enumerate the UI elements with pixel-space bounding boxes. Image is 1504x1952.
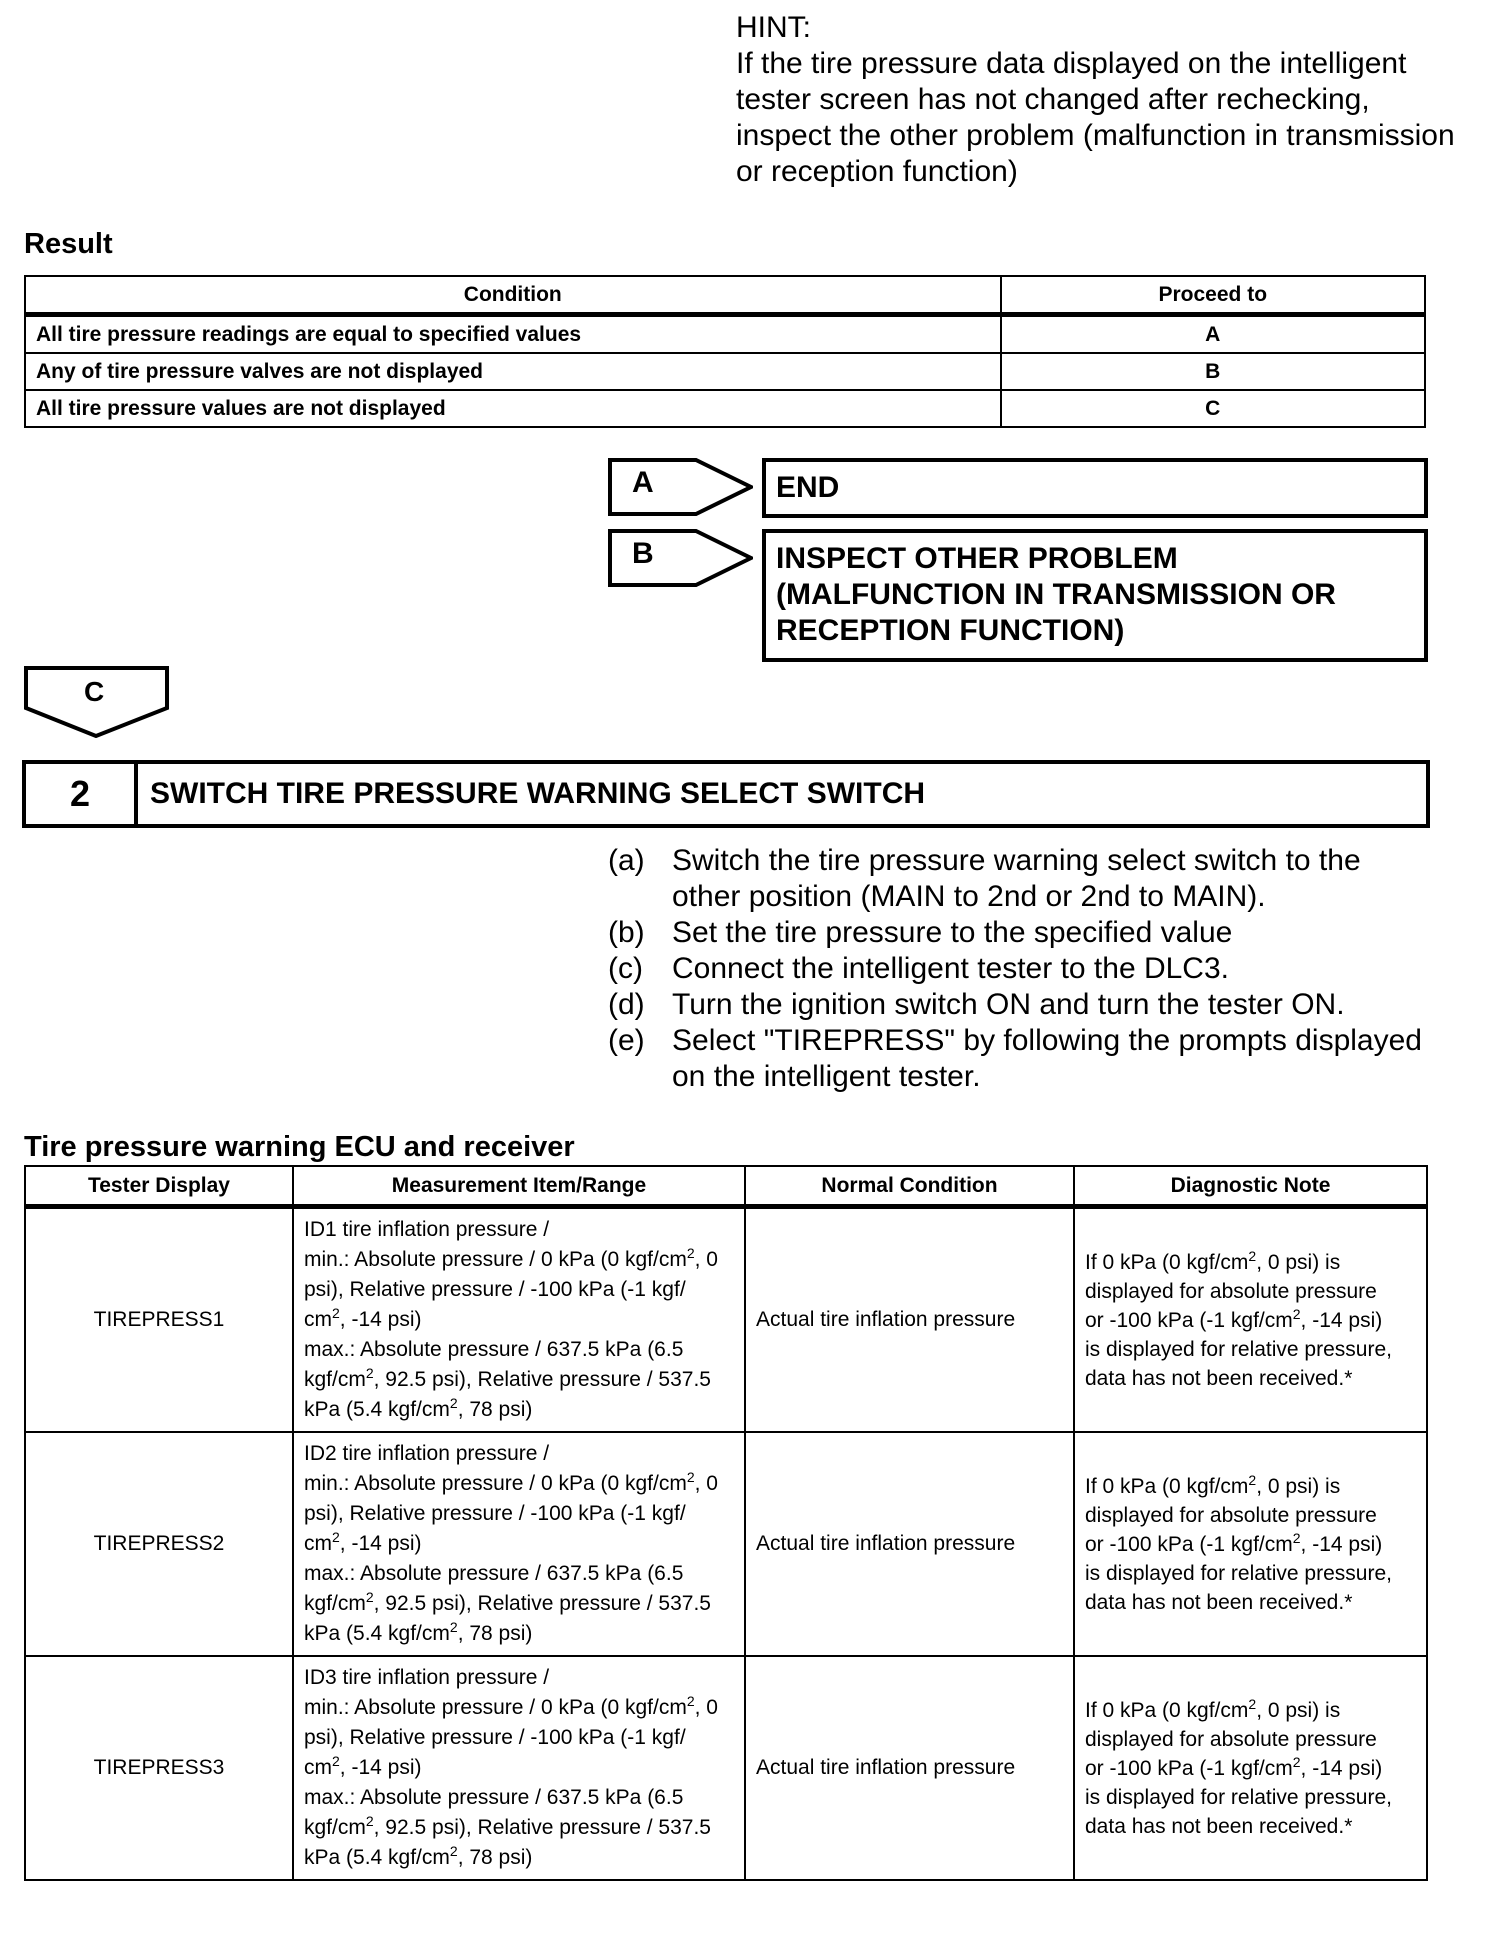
measurement-text: , 92.5 psi), Relative pressure / 537.5 — [373, 1368, 711, 1391]
note-line: is displayed for relative pressure, — [1085, 1337, 1392, 1361]
note-text: , -14 psi) — [1300, 1756, 1383, 1780]
measurement-line — [304, 1753, 734, 1783]
step-letter: (d) — [608, 988, 645, 1021]
result-title: Result — [24, 228, 113, 260]
branch-a-destination: END — [762, 458, 1428, 518]
note-line: displayed for absolute pressure — [1085, 1727, 1377, 1751]
measurement-line: psi), Relative pressure / -100 kPa (-1 kgf/ — [304, 1502, 686, 1525]
step-letter: (b) — [608, 916, 645, 949]
tester-display-cell: TIREPRESS1 — [25, 1207, 293, 1433]
measurement-cell — [293, 1432, 745, 1656]
result-condition: All tire pressure readings are equal to specified values — [25, 315, 1001, 354]
measurement-text: kgf/cm — [304, 1816, 366, 1839]
superscript: 2 — [449, 1395, 458, 1411]
note-line: data has not been received.* — [1085, 1590, 1353, 1614]
superscript: 2 — [449, 1619, 458, 1635]
right-arrow-icon — [608, 458, 753, 516]
note-line: data has not been received.* — [1085, 1814, 1353, 1838]
table-row — [25, 1207, 1427, 1433]
step-title: SWITCH TIRE PRESSURE WARNING SELECT SWITCH — [150, 777, 926, 810]
measurement-line: max.: Absolute pressure / 637.5 kPa (6.5 — [304, 1786, 684, 1809]
note-line: displayed for absolute pressure — [1085, 1279, 1377, 1303]
note-line — [1085, 1696, 1416, 1725]
step-letter: (a) — [608, 844, 645, 877]
step-text: Connect the intelligent tester to the DLC3. — [672, 952, 1229, 985]
note-line — [1085, 1754, 1416, 1783]
note-text: or -100 kPa (-1 kgf/cm — [1085, 1308, 1293, 1332]
result-proceed: C — [1001, 390, 1425, 427]
superscript: 2 — [1248, 1471, 1257, 1488]
superscript: 2 — [1292, 1305, 1301, 1322]
measurement-text: kPa (5.4 kgf/cm — [304, 1622, 450, 1645]
table-row — [25, 353, 1425, 390]
step-text: Set the tire pressure to the specified value — [672, 916, 1233, 949]
measurement-text: , 0 — [694, 1472, 718, 1495]
measurement-line: ID2 tire inflation pressure / — [304, 1442, 550, 1465]
step-letter: (e) — [608, 1024, 645, 1057]
superscript: 2 — [1292, 1753, 1301, 1770]
superscript: 2 — [332, 1529, 340, 1545]
ecu-header-normal: Normal Condition — [745, 1166, 1074, 1207]
branch-b-tag: B — [632, 537, 654, 570]
tester-display-cell: TIREPRESS3 — [25, 1656, 293, 1880]
note-line: is displayed for relative pressure, — [1085, 1561, 1392, 1585]
superscript: 2 — [686, 1469, 695, 1485]
list-item — [608, 843, 1428, 915]
note-line — [1085, 1248, 1416, 1277]
note-line — [1085, 1530, 1416, 1559]
measurement-text: min.: Absolute pressure / 0 kPa (0 kgf/cm — [304, 1472, 687, 1495]
measurement-text: cm — [304, 1756, 332, 1779]
measurement-line — [304, 1245, 734, 1275]
result-header-proceed: Proceed to — [1001, 276, 1425, 315]
note-line — [1085, 1306, 1416, 1335]
measurement-cell — [293, 1207, 745, 1433]
measurement-text: kgf/cm — [304, 1368, 366, 1391]
measurement-text: kPa (5.4 kgf/cm — [304, 1398, 450, 1421]
note-text: , 0 psi) is — [1256, 1698, 1341, 1722]
note-text: , -14 psi) — [1300, 1308, 1383, 1332]
list-item — [608, 1023, 1428, 1095]
result-condition: All tire pressure values are not displayed — [25, 390, 1001, 427]
result-proceed: B — [1001, 353, 1425, 390]
step-letter: (c) — [608, 952, 643, 985]
measurement-text: kPa (5.4 kgf/cm — [304, 1846, 450, 1869]
diagnostic-note-cell — [1074, 1207, 1427, 1433]
normal-condition-cell: Actual tire inflation pressure — [745, 1432, 1074, 1656]
measurement-text: , 0 — [694, 1248, 718, 1271]
ecu-header-diagnostic: Diagnostic Note — [1074, 1166, 1427, 1207]
step-header — [22, 760, 1430, 828]
note-text: If 0 kPa (0 kgf/cm — [1085, 1250, 1249, 1274]
branch-a-arrow — [608, 458, 753, 516]
note-text: If 0 kPa (0 kgf/cm — [1085, 1698, 1249, 1722]
measurement-line — [304, 1305, 734, 1335]
measurement-text: min.: Absolute pressure / 0 kPa (0 kgf/cm — [304, 1696, 687, 1719]
measurement-line — [304, 1813, 734, 1843]
table-row — [25, 1656, 1427, 1880]
superscript: 2 — [365, 1365, 374, 1381]
measurement-text: , 92.5 psi), Relative pressure / 537.5 — [373, 1592, 711, 1615]
normal-condition-cell: Actual tire inflation pressure — [745, 1207, 1074, 1433]
measurement-line — [304, 1395, 734, 1425]
note-text: , -14 psi) — [1300, 1532, 1383, 1556]
measurement-text: , 92.5 psi), Relative pressure / 537.5 — [373, 1816, 711, 1839]
measurement-text: cm — [304, 1532, 332, 1555]
superscript: 2 — [686, 1693, 695, 1709]
measurement-cell — [293, 1656, 745, 1880]
measurement-text: , 78 psi) — [457, 1398, 533, 1421]
measurement-text: , -14 psi) — [339, 1308, 422, 1331]
note-text: or -100 kPa (-1 kgf/cm — [1085, 1532, 1293, 1556]
note-text: If 0 kPa (0 kgf/cm — [1085, 1474, 1249, 1498]
result-header-condition: Condition — [25, 276, 1001, 315]
table-row — [25, 390, 1425, 427]
tester-display-cell: TIREPRESS2 — [25, 1432, 293, 1656]
note-line: is displayed for relative pressure, — [1085, 1785, 1392, 1809]
measurement-line: ID3 tire inflation pressure / — [304, 1666, 550, 1689]
superscript: 2 — [686, 1245, 695, 1261]
branch-b-destination: INSPECT OTHER PROBLEM (MALFUNCTION IN TRANSMISSION OR RECEPTION FUNCTION) — [762, 529, 1428, 662]
measurement-line — [304, 1693, 734, 1723]
branch-c-arrow — [24, 666, 169, 738]
list-item — [608, 915, 1428, 951]
list-item — [608, 987, 1428, 1023]
branch-b-arrow — [608, 529, 753, 587]
list-item — [608, 951, 1428, 987]
table-row — [25, 315, 1425, 354]
step-text: Select "TIREPRESS" by following the prompts displayed on the intelligent tester. — [672, 1024, 1422, 1093]
superscript: 2 — [1248, 1247, 1257, 1264]
diagnostic-note-cell — [1074, 1656, 1427, 1880]
measurement-line: ID1 tire inflation pressure / — [304, 1218, 550, 1241]
note-line: displayed for absolute pressure — [1085, 1503, 1377, 1527]
measurement-line — [304, 1529, 734, 1559]
ecu-header-tester-display: Tester Display — [25, 1166, 293, 1207]
superscript: 2 — [1248, 1695, 1257, 1712]
measurement-text: cm — [304, 1308, 332, 1331]
note-text: or -100 kPa (-1 kgf/cm — [1085, 1756, 1293, 1780]
measurement-text: , 78 psi) — [457, 1846, 533, 1869]
hint-text: If the tire pressure data displayed on the intelligent tester screen has not changed after rechecking, inspect the other problem (malfunction in transmission or reception function) — [736, 47, 1455, 188]
measurement-line: psi), Relative pressure / -100 kPa (-1 kgf/ — [304, 1726, 686, 1749]
measurement-text: kgf/cm — [304, 1592, 366, 1615]
hint-label: HINT: — [736, 11, 811, 44]
superscript: 2 — [332, 1305, 340, 1321]
result-header-row — [25, 276, 1425, 315]
step-text: Turn the ignition switch ON and turn the tester ON. — [672, 988, 1345, 1021]
measurement-line: max.: Absolute pressure / 637.5 kPa (6.5 — [304, 1338, 684, 1361]
normal-condition-cell: Actual tire inflation pressure — [745, 1656, 1074, 1880]
result-table — [24, 275, 1426, 428]
measurement-text: , 78 psi) — [457, 1622, 533, 1645]
measurement-line: max.: Absolute pressure / 637.5 kPa (6.5 — [304, 1562, 684, 1585]
note-text: , 0 psi) is — [1256, 1250, 1341, 1274]
measurement-text: , -14 psi) — [339, 1532, 422, 1555]
right-arrow-icon — [608, 529, 753, 587]
measurement-text: min.: Absolute pressure / 0 kPa (0 kgf/cm — [304, 1248, 687, 1271]
note-line: data has not been received.* — [1085, 1366, 1353, 1390]
note-line — [1085, 1472, 1416, 1501]
result-proceed: A — [1001, 315, 1425, 354]
ecu-title: Tire pressure warning ECU and receiver — [24, 1131, 575, 1163]
note-text: , 0 psi) is — [1256, 1474, 1341, 1498]
hint-block — [736, 10, 1456, 190]
measurement-line — [304, 1469, 734, 1499]
measurement-text: , -14 psi) — [339, 1756, 422, 1779]
measurement-line — [304, 1365, 734, 1395]
diagnostic-note-cell — [1074, 1432, 1427, 1656]
step-number: 2 — [26, 764, 138, 824]
ecu-header-measurement: Measurement Item/Range — [293, 1166, 745, 1207]
superscript: 2 — [332, 1753, 340, 1769]
superscript: 2 — [449, 1843, 458, 1859]
branch-a-tag: A — [632, 466, 654, 499]
ecu-table — [24, 1165, 1428, 1881]
step-text: Switch the tire pressure warning select switch to the other position (MAIN to 2nd or 2nd to MAIN). — [672, 844, 1361, 913]
result-condition: Any of tire pressure valves are not displayed — [25, 353, 1001, 390]
measurement-line — [304, 1843, 734, 1873]
measurement-text: , 0 — [694, 1696, 718, 1719]
branch-c-tag: C — [84, 676, 105, 707]
step-list — [608, 843, 1428, 1095]
superscript: 2 — [1292, 1529, 1301, 1546]
measurement-line — [304, 1589, 734, 1619]
measurement-line — [304, 1619, 734, 1649]
measurement-line: psi), Relative pressure / -100 kPa (-1 kgf/ — [304, 1278, 686, 1301]
superscript: 2 — [365, 1813, 374, 1829]
ecu-header-row — [25, 1166, 1427, 1207]
table-row — [25, 1432, 1427, 1656]
superscript: 2 — [365, 1589, 374, 1605]
